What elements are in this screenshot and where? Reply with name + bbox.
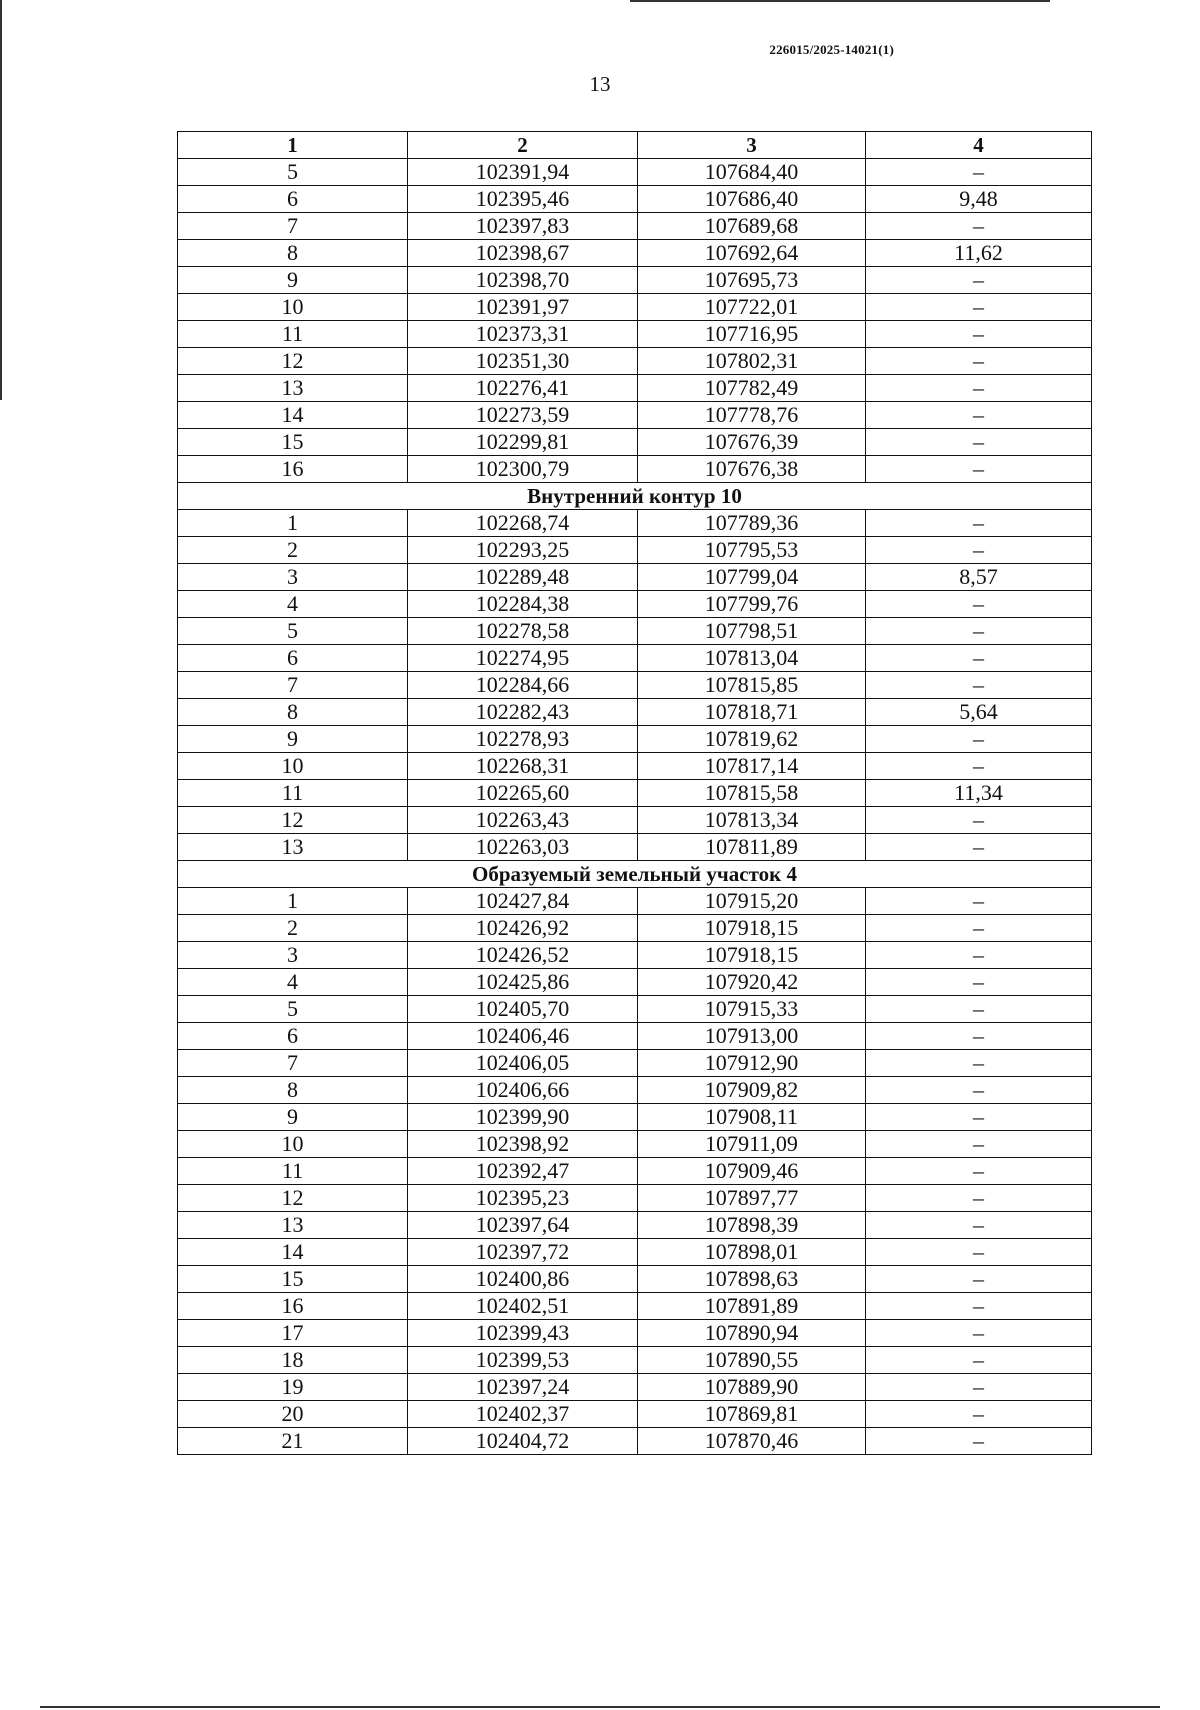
table-row xyxy=(178,1320,1092,1347)
y-coordinate-cell: 107817,14 xyxy=(638,753,866,780)
x-coordinate-cell: 102265,60 xyxy=(408,780,638,807)
x-coordinate-cell: 102268,31 xyxy=(408,753,638,780)
point-number-cell: 8 xyxy=(178,1077,408,1104)
point-number-cell: 6 xyxy=(178,186,408,213)
table-row xyxy=(178,1050,1092,1077)
y-coordinate-cell: 107811,89 xyxy=(638,834,866,861)
x-coordinate-cell: 102273,59 xyxy=(408,402,638,429)
distance-cell: – xyxy=(866,834,1092,861)
point-number-cell: 21 xyxy=(178,1428,408,1455)
table-row xyxy=(178,699,1092,726)
distance-cell: – xyxy=(866,753,1092,780)
point-number-cell: 12 xyxy=(178,807,408,834)
point-number-cell: 12 xyxy=(178,1185,408,1212)
x-coordinate-cell: 102395,23 xyxy=(408,1185,638,1212)
x-coordinate-cell: 102426,52 xyxy=(408,942,638,969)
point-number-cell: 19 xyxy=(178,1374,408,1401)
y-coordinate-cell: 107676,38 xyxy=(638,456,866,483)
x-coordinate-cell: 102397,83 xyxy=(408,213,638,240)
x-coordinate-cell: 102397,72 xyxy=(408,1239,638,1266)
y-coordinate-cell: 107918,15 xyxy=(638,915,866,942)
y-coordinate-cell: 107920,42 xyxy=(638,969,866,996)
point-number-cell: 9 xyxy=(178,726,408,753)
point-number-cell: 13 xyxy=(178,1212,408,1239)
x-coordinate-cell: 102276,41 xyxy=(408,375,638,402)
y-coordinate-cell: 107909,46 xyxy=(638,1158,866,1185)
table-row xyxy=(178,321,1092,348)
y-coordinate-cell: 107686,40 xyxy=(638,186,866,213)
x-coordinate-cell: 102284,38 xyxy=(408,591,638,618)
point-number-cell: 9 xyxy=(178,1104,408,1131)
y-coordinate-cell: 107913,00 xyxy=(638,1023,866,1050)
point-number-cell: 20 xyxy=(178,1401,408,1428)
point-number-cell: 1 xyxy=(178,888,408,915)
table-row xyxy=(178,537,1092,564)
section-title: Образуемый земельный участок 4 xyxy=(178,861,1092,888)
y-coordinate-cell: 107889,90 xyxy=(638,1374,866,1401)
y-coordinate-cell: 107912,90 xyxy=(638,1050,866,1077)
y-coordinate-cell: 107799,76 xyxy=(638,591,866,618)
column-header: 2 xyxy=(408,132,638,159)
x-coordinate-cell: 102274,95 xyxy=(408,645,638,672)
x-coordinate-cell: 102398,67 xyxy=(408,240,638,267)
table-row xyxy=(178,726,1092,753)
y-coordinate-cell: 107909,82 xyxy=(638,1077,866,1104)
table-row xyxy=(178,213,1092,240)
point-number-cell: 2 xyxy=(178,915,408,942)
table-row xyxy=(178,375,1092,402)
table-row xyxy=(178,1239,1092,1266)
table-row xyxy=(178,1077,1092,1104)
table-row xyxy=(178,1185,1092,1212)
point-number-cell: 14 xyxy=(178,1239,408,1266)
point-number-cell: 4 xyxy=(178,591,408,618)
y-coordinate-cell: 107890,94 xyxy=(638,1320,866,1347)
x-coordinate-cell: 102282,43 xyxy=(408,699,638,726)
distance-cell: – xyxy=(866,1104,1092,1131)
distance-cell: – xyxy=(866,1428,1092,1455)
y-coordinate-cell: 107689,68 xyxy=(638,213,866,240)
distance-cell: – xyxy=(866,1077,1092,1104)
table-row xyxy=(178,429,1092,456)
x-coordinate-cell: 102406,05 xyxy=(408,1050,638,1077)
table-row xyxy=(178,402,1092,429)
point-number-cell: 10 xyxy=(178,1131,408,1158)
point-number-cell: 5 xyxy=(178,618,408,645)
coordinates-table xyxy=(177,131,1092,1455)
x-coordinate-cell: 102426,92 xyxy=(408,915,638,942)
distance-cell: – xyxy=(866,1320,1092,1347)
point-number-cell: 15 xyxy=(178,1266,408,1293)
y-coordinate-cell: 107898,63 xyxy=(638,1266,866,1293)
x-coordinate-cell: 102427,84 xyxy=(408,888,638,915)
y-coordinate-cell: 107798,51 xyxy=(638,618,866,645)
x-coordinate-cell: 102405,70 xyxy=(408,996,638,1023)
x-coordinate-cell: 102284,66 xyxy=(408,672,638,699)
x-coordinate-cell: 102395,46 xyxy=(408,186,638,213)
point-number-cell: 6 xyxy=(178,645,408,672)
distance-cell: 11,62 xyxy=(866,240,1092,267)
point-number-cell: 8 xyxy=(178,240,408,267)
y-coordinate-cell: 107815,58 xyxy=(638,780,866,807)
x-coordinate-cell: 102399,53 xyxy=(408,1347,638,1374)
x-coordinate-cell: 102391,97 xyxy=(408,294,638,321)
distance-cell: – xyxy=(866,807,1092,834)
x-coordinate-cell: 102406,46 xyxy=(408,1023,638,1050)
y-coordinate-cell: 107891,89 xyxy=(638,1293,866,1320)
distance-cell: – xyxy=(866,348,1092,375)
point-number-cell: 2 xyxy=(178,537,408,564)
point-number-cell: 11 xyxy=(178,780,408,807)
x-coordinate-cell: 102263,03 xyxy=(408,834,638,861)
point-number-cell: 9 xyxy=(178,267,408,294)
table-row xyxy=(178,942,1092,969)
distance-cell: – xyxy=(866,1347,1092,1374)
y-coordinate-cell: 107819,62 xyxy=(638,726,866,753)
point-number-cell: 18 xyxy=(178,1347,408,1374)
y-coordinate-cell: 107918,15 xyxy=(638,942,866,969)
y-coordinate-cell: 107898,39 xyxy=(638,1212,866,1239)
table-row xyxy=(178,1374,1092,1401)
table-row xyxy=(178,1158,1092,1185)
x-coordinate-cell: 102425,86 xyxy=(408,969,638,996)
distance-cell: – xyxy=(866,591,1092,618)
distance-cell: – xyxy=(866,942,1092,969)
x-coordinate-cell: 102397,64 xyxy=(408,1212,638,1239)
distance-cell: – xyxy=(866,294,1092,321)
y-coordinate-cell: 107778,76 xyxy=(638,402,866,429)
point-number-cell: 11 xyxy=(178,321,408,348)
table-body xyxy=(178,159,1092,1455)
point-number-cell: 10 xyxy=(178,753,408,780)
y-coordinate-cell: 107915,20 xyxy=(638,888,866,915)
distance-cell: 8,57 xyxy=(866,564,1092,591)
distance-cell: – xyxy=(866,1374,1092,1401)
table-header-row xyxy=(178,132,1092,159)
x-coordinate-cell: 102351,30 xyxy=(408,348,638,375)
y-coordinate-cell: 107789,36 xyxy=(638,510,866,537)
point-number-cell: 10 xyxy=(178,294,408,321)
x-coordinate-cell: 102300,79 xyxy=(408,456,638,483)
distance-cell: – xyxy=(866,213,1092,240)
column-header: 3 xyxy=(638,132,866,159)
y-coordinate-cell: 107813,34 xyxy=(638,807,866,834)
distance-cell: – xyxy=(866,1023,1092,1050)
document-number: 226015/2025-14021(1) xyxy=(769,42,894,57)
y-coordinate-cell: 107908,11 xyxy=(638,1104,866,1131)
distance-cell: – xyxy=(866,915,1092,942)
point-number-cell: 11 xyxy=(178,1158,408,1185)
distance-cell: – xyxy=(866,267,1092,294)
x-coordinate-cell: 102293,25 xyxy=(408,537,638,564)
distance-cell: – xyxy=(866,402,1092,429)
distance-cell: 5,64 xyxy=(866,699,1092,726)
distance-cell: – xyxy=(866,429,1092,456)
section-title-row xyxy=(178,861,1092,888)
distance-cell: – xyxy=(866,1212,1092,1239)
table-row xyxy=(178,969,1092,996)
y-coordinate-cell: 107813,04 xyxy=(638,645,866,672)
table-row xyxy=(178,996,1092,1023)
x-coordinate-cell: 102268,74 xyxy=(408,510,638,537)
y-coordinate-cell: 107684,40 xyxy=(638,159,866,186)
distance-cell: – xyxy=(866,321,1092,348)
point-number-cell: 3 xyxy=(178,564,408,591)
x-coordinate-cell: 102373,31 xyxy=(408,321,638,348)
y-coordinate-cell: 107870,46 xyxy=(638,1428,866,1455)
y-coordinate-cell: 107722,01 xyxy=(638,294,866,321)
page-number: 13 xyxy=(589,72,611,96)
distance-cell: – xyxy=(866,1401,1092,1428)
x-coordinate-cell: 102398,70 xyxy=(408,267,638,294)
x-coordinate-cell: 102299,81 xyxy=(408,429,638,456)
point-number-cell: 13 xyxy=(178,834,408,861)
table-row xyxy=(178,1023,1092,1050)
x-coordinate-cell: 102406,66 xyxy=(408,1077,638,1104)
y-coordinate-cell: 107911,09 xyxy=(638,1131,866,1158)
y-coordinate-cell: 107795,53 xyxy=(638,537,866,564)
x-coordinate-cell: 102398,92 xyxy=(408,1131,638,1158)
table-row xyxy=(178,591,1092,618)
table-row xyxy=(178,456,1092,483)
table-row xyxy=(178,267,1092,294)
point-number-cell: 5 xyxy=(178,996,408,1023)
table-row xyxy=(178,1104,1092,1131)
table-row xyxy=(178,780,1092,807)
distance-cell: – xyxy=(866,888,1092,915)
x-coordinate-cell: 102278,58 xyxy=(408,618,638,645)
distance-cell: 9,48 xyxy=(866,186,1092,213)
section-title-row xyxy=(178,483,1092,510)
y-coordinate-cell: 107716,95 xyxy=(638,321,866,348)
table-row xyxy=(178,888,1092,915)
y-coordinate-cell: 107869,81 xyxy=(638,1401,866,1428)
point-number-cell: 13 xyxy=(178,375,408,402)
distance-cell: – xyxy=(866,537,1092,564)
table-row xyxy=(178,1266,1092,1293)
table-row xyxy=(178,1428,1092,1455)
table-row xyxy=(178,807,1092,834)
y-coordinate-cell: 107676,39 xyxy=(638,429,866,456)
column-header: 4 xyxy=(866,132,1092,159)
column-header: 1 xyxy=(178,132,408,159)
distance-cell: – xyxy=(866,996,1092,1023)
y-coordinate-cell: 107897,77 xyxy=(638,1185,866,1212)
distance-cell: – xyxy=(866,672,1092,699)
scan-bottom-line xyxy=(40,1706,1160,1708)
y-coordinate-cell: 107815,85 xyxy=(638,672,866,699)
x-coordinate-cell: 102400,86 xyxy=(408,1266,638,1293)
table-row xyxy=(178,915,1092,942)
distance-cell: – xyxy=(866,969,1092,996)
table-row xyxy=(178,1293,1092,1320)
distance-cell: – xyxy=(866,618,1092,645)
x-coordinate-cell: 102397,24 xyxy=(408,1374,638,1401)
table-row xyxy=(178,672,1092,699)
x-coordinate-cell: 102278,93 xyxy=(408,726,638,753)
section-title: Внутренний контур 10 xyxy=(178,483,1092,510)
x-coordinate-cell: 102289,48 xyxy=(408,564,638,591)
table-row xyxy=(178,1212,1092,1239)
distance-cell: – xyxy=(866,645,1092,672)
point-number-cell: 8 xyxy=(178,699,408,726)
y-coordinate-cell: 107695,73 xyxy=(638,267,866,294)
point-number-cell: 4 xyxy=(178,969,408,996)
distance-cell: – xyxy=(866,456,1092,483)
distance-cell: – xyxy=(866,1050,1092,1077)
scan-edge-line xyxy=(0,0,2,400)
point-number-cell: 6 xyxy=(178,1023,408,1050)
table-row xyxy=(178,159,1092,186)
table-row xyxy=(178,510,1092,537)
scan-top-line xyxy=(630,0,1050,2)
point-number-cell: 12 xyxy=(178,348,408,375)
x-coordinate-cell: 102402,51 xyxy=(408,1293,638,1320)
x-coordinate-cell: 102392,47 xyxy=(408,1158,638,1185)
point-number-cell: 3 xyxy=(178,942,408,969)
distance-cell: – xyxy=(866,1158,1092,1185)
y-coordinate-cell: 107802,31 xyxy=(638,348,866,375)
table-row xyxy=(178,618,1092,645)
x-coordinate-cell: 102404,72 xyxy=(408,1428,638,1455)
table-row xyxy=(178,564,1092,591)
table-row xyxy=(178,186,1092,213)
distance-cell: – xyxy=(866,1239,1092,1266)
distance-cell: 11,34 xyxy=(866,780,1092,807)
y-coordinate-cell: 107799,04 xyxy=(638,564,866,591)
x-coordinate-cell: 102399,43 xyxy=(408,1320,638,1347)
point-number-cell: 15 xyxy=(178,429,408,456)
distance-cell: – xyxy=(866,159,1092,186)
x-coordinate-cell: 102402,37 xyxy=(408,1401,638,1428)
table-row xyxy=(178,294,1092,321)
y-coordinate-cell: 107898,01 xyxy=(638,1239,866,1266)
table-row xyxy=(178,834,1092,861)
table-row xyxy=(178,1401,1092,1428)
table-row xyxy=(178,240,1092,267)
point-number-cell: 16 xyxy=(178,1293,408,1320)
y-coordinate-cell: 107818,71 xyxy=(638,699,866,726)
x-coordinate-cell: 102399,90 xyxy=(408,1104,638,1131)
table-row xyxy=(178,753,1092,780)
x-coordinate-cell: 102263,43 xyxy=(408,807,638,834)
table-row xyxy=(178,645,1092,672)
point-number-cell: 7 xyxy=(178,213,408,240)
point-number-cell: 1 xyxy=(178,510,408,537)
y-coordinate-cell: 107890,55 xyxy=(638,1347,866,1374)
distance-cell: – xyxy=(866,1185,1092,1212)
table-row xyxy=(178,1347,1092,1374)
distance-cell: – xyxy=(866,726,1092,753)
distance-cell: – xyxy=(866,1293,1092,1320)
distance-cell: – xyxy=(866,1131,1092,1158)
point-number-cell: 16 xyxy=(178,456,408,483)
point-number-cell: 7 xyxy=(178,672,408,699)
point-number-cell: 7 xyxy=(178,1050,408,1077)
point-number-cell: 5 xyxy=(178,159,408,186)
distance-cell: – xyxy=(866,510,1092,537)
point-number-cell: 14 xyxy=(178,402,408,429)
x-coordinate-cell: 102391,94 xyxy=(408,159,638,186)
point-number-cell: 17 xyxy=(178,1320,408,1347)
table-row xyxy=(178,1131,1092,1158)
y-coordinate-cell: 107915,33 xyxy=(638,996,866,1023)
y-coordinate-cell: 107782,49 xyxy=(638,375,866,402)
y-coordinate-cell: 107692,64 xyxy=(638,240,866,267)
distance-cell: – xyxy=(866,375,1092,402)
table-row xyxy=(178,348,1092,375)
distance-cell: – xyxy=(866,1266,1092,1293)
